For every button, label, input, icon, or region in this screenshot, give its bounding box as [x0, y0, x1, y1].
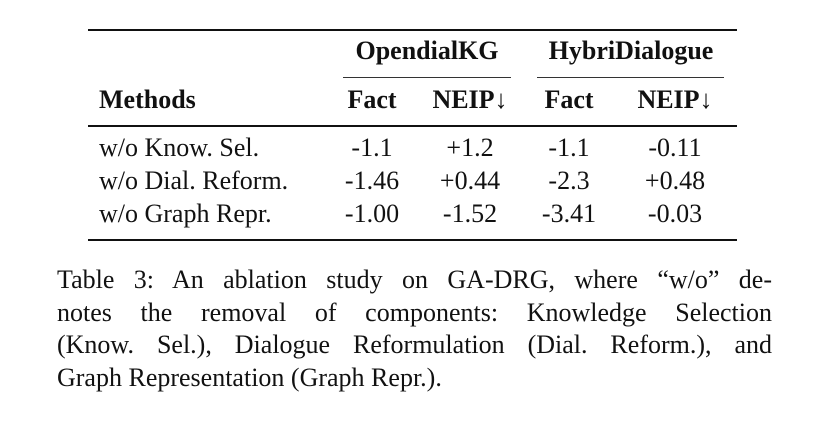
table-cell: -1.1	[548, 133, 590, 162]
caption-line: notes the removal of components: Knowledge Selection	[57, 297, 772, 327]
table-header-rule	[88, 125, 737, 127]
table-caption	[57, 264, 772, 394]
table-cell: -3.41	[541, 199, 597, 228]
table-cell: -0.11	[648, 133, 702, 162]
table-cell: +1.2	[446, 133, 494, 162]
column-header-methods: Methods	[99, 85, 196, 114]
table-cell: -1.46	[344, 166, 400, 195]
table-cell: -0.03	[647, 199, 703, 228]
group-underline-opendialkg	[343, 77, 511, 78]
table-bottom-rule	[88, 239, 737, 241]
row-method-label: w/o Graph Repr.	[99, 199, 272, 228]
caption-line: (Know. Sel.), Dialogue Reformulation (Dial. Reform.), and	[57, 330, 772, 359]
table-cell: +0.48	[644, 166, 706, 195]
group-header-opendialkg: OpendialKG	[355, 36, 499, 65]
column-header-neip-hybridialogue: NEIP↓	[637, 85, 713, 114]
column-header-fact-hybridialogue: Fact	[544, 85, 594, 114]
table-cell: -1.00	[344, 199, 400, 228]
caption-line: Table 3: An ablation study on GA-DRG, where “w/o” de-	[57, 265, 772, 294]
table-cell: -1.1	[351, 133, 393, 162]
row-method-label: w/o Dial. Reform.	[99, 166, 289, 195]
row-method-label: w/o Know. Sel.	[99, 133, 260, 162]
column-header-neip-opendialkg: NEIP↓	[432, 85, 508, 114]
column-header-fact-opendialkg: Fact	[347, 85, 397, 114]
group-header-hybridialogue: HybriDialogue	[548, 36, 714, 65]
table-cell: -2.3	[548, 166, 590, 195]
table-cell: +0.44	[439, 166, 501, 195]
table-cell: -1.52	[442, 199, 498, 228]
table-top-rule	[88, 29, 737, 31]
caption-line: Graph Representation (Graph Repr.).	[57, 362, 442, 392]
group-underline-hybridialogue	[537, 77, 724, 78]
